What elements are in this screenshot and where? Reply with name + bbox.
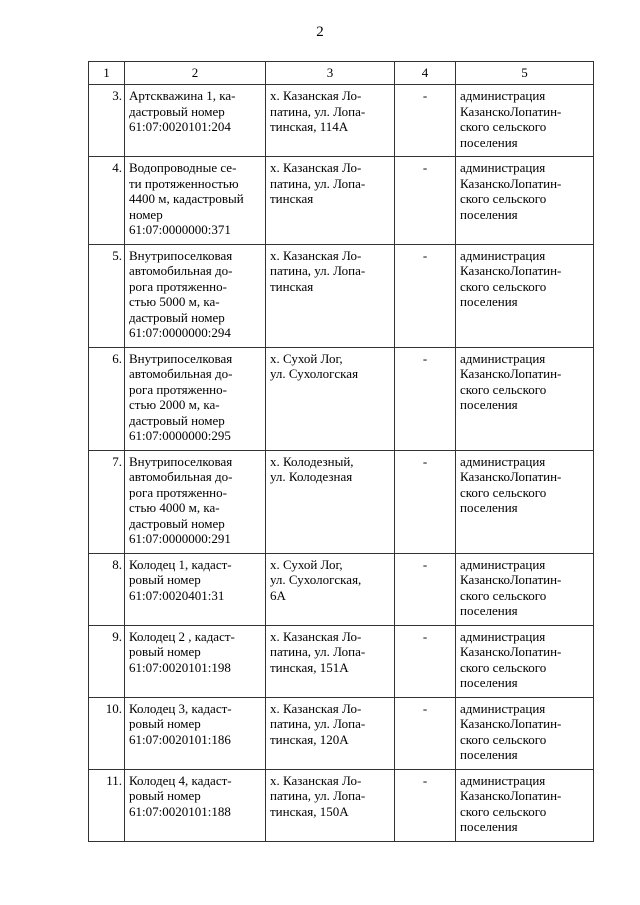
address-cell: х. Казанская Ло- патина, ул. Лопа- тинская, 120А xyxy=(266,697,395,769)
object-name-cell: Артскважина 1, ка- дастровый номер 61:07:0020101:204 xyxy=(125,85,266,157)
row-number: 9. xyxy=(89,625,125,697)
table-header-row xyxy=(89,62,594,85)
address-cell: х. Колодезный, ул. Колодезная xyxy=(266,450,395,553)
column-header: 1 xyxy=(89,62,125,85)
column-4-cell: - xyxy=(395,85,456,157)
object-name-cell: Колодец 4, кадаст- ровый номер 61:07:0020101:188 xyxy=(125,769,266,841)
row-number: 3. xyxy=(89,85,125,157)
table-row xyxy=(89,85,594,157)
owner-cell: администрация КазанскоЛопатин- ского сельского поселения xyxy=(456,244,594,347)
column-header: 3 xyxy=(266,62,395,85)
address-cell: х. Казанская Ло- патина, ул. Лопа- тинская xyxy=(266,244,395,347)
owner-cell: администрация КазанскоЛопатин- ского сельского поселения xyxy=(456,625,594,697)
column-4-cell: - xyxy=(395,553,456,625)
owner-cell: администрация КазанскоЛопатин- ского сельского поселения xyxy=(456,85,594,157)
owner-cell: администрация КазанскоЛопатин- ского сельского поселения xyxy=(456,157,594,245)
owner-cell: администрация КазанскоЛопатин- ского сельского поселения xyxy=(456,450,594,553)
page-number: 2 xyxy=(316,24,324,40)
row-number: 5. xyxy=(89,244,125,347)
row-number: 11. xyxy=(89,769,125,841)
column-4-cell: - xyxy=(395,450,456,553)
table-row xyxy=(89,347,594,450)
address-cell: х. Казанская Ло- патина, ул. Лопа- тинская, 150А xyxy=(266,769,395,841)
object-name-cell: Водопроводные се- ти протяженностью 4400 м, кадастровый номер 61:07:0000000:371 xyxy=(125,157,266,245)
column-4-cell: - xyxy=(395,769,456,841)
address-cell: х. Сухой Лог, ул. Сухологская, 6А xyxy=(266,553,395,625)
property-table xyxy=(88,61,594,842)
row-number: 6. xyxy=(89,347,125,450)
table-row xyxy=(89,450,594,553)
table-row xyxy=(89,625,594,697)
table-row xyxy=(89,244,594,347)
owner-cell: администрация КазанскоЛопатин- ского сельского поселения xyxy=(456,769,594,841)
owner-cell: администрация КазанскоЛопатин- ского сельского поселения xyxy=(456,697,594,769)
object-name-cell: Колодец 3, кадаст- ровый номер 61:07:0020101:186 xyxy=(125,697,266,769)
object-name-cell: Внутрипоселковая автомобильная до- рога протяженно- стью 5000 м, ка- дастровый номер 61:07:0000000:294 xyxy=(125,244,266,347)
table-row xyxy=(89,157,594,245)
owner-cell: администрация КазанскоЛопатин- ского сельского поселения xyxy=(456,347,594,450)
row-number: 7. xyxy=(89,450,125,553)
object-name-cell: Колодец 2 , кадаст- ровый номер 61:07:0020101:198 xyxy=(125,625,266,697)
address-cell: х. Казанская Ло- патина, ул. Лопа- тинская, 114А xyxy=(266,85,395,157)
address-cell: х. Казанская Ло- патина, ул. Лопа- тинская xyxy=(266,157,395,245)
row-number: 10. xyxy=(89,697,125,769)
object-name-cell: Колодец 1, кадаст- ровый номер 61:07:0020401:31 xyxy=(125,553,266,625)
column-4-cell: - xyxy=(395,244,456,347)
column-header: 5 xyxy=(456,62,594,85)
column-4-cell: - xyxy=(395,157,456,245)
table-row xyxy=(89,769,594,841)
row-number: 4. xyxy=(89,157,125,245)
column-4-cell: - xyxy=(395,625,456,697)
table-row xyxy=(89,553,594,625)
column-header: 4 xyxy=(395,62,456,85)
owner-cell: администрация КазанскоЛопатин- ского сельского поселения xyxy=(456,553,594,625)
column-4-cell: - xyxy=(395,347,456,450)
object-name-cell: Внутрипоселковая автомобильная до- рога протяженно- стью 4000 м, ка- дастровый номер 61:07:0000000:291 xyxy=(125,450,266,553)
row-number: 8. xyxy=(89,553,125,625)
column-4-cell: - xyxy=(395,697,456,769)
table-row xyxy=(89,697,594,769)
column-header: 2 xyxy=(125,62,266,85)
address-cell: х. Казанская Ло- патина, ул. Лопа- тинская, 151А xyxy=(266,625,395,697)
address-cell: х. Сухой Лог, ул. Сухологская xyxy=(266,347,395,450)
object-name-cell: Внутрипоселковая автомобильная до- рога протяженно- стью 2000 м, ка- дастровый номер 61:07:0000000:295 xyxy=(125,347,266,450)
